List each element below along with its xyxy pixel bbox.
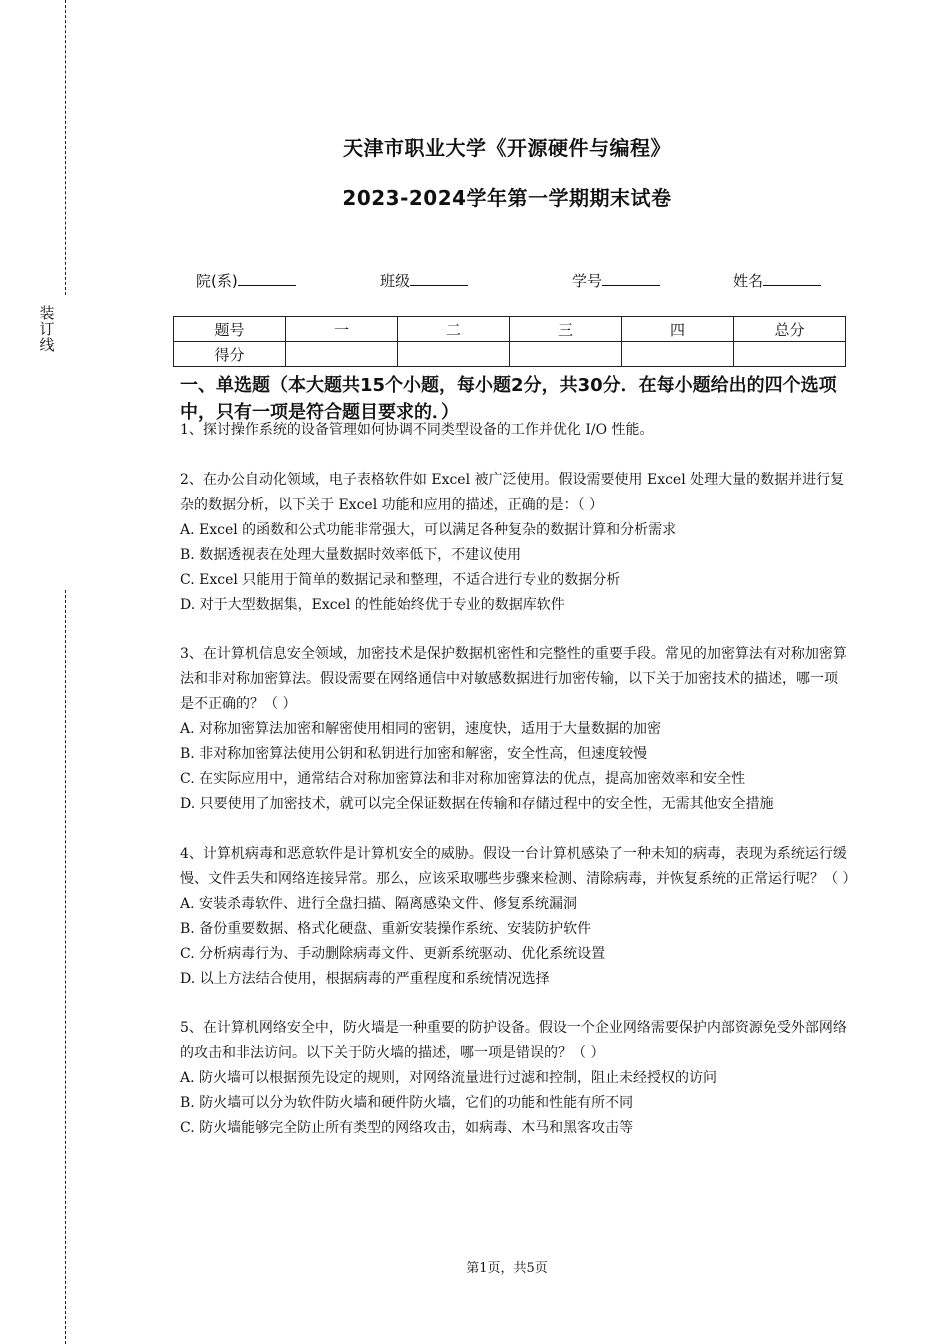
- department-label: 院(系): [196, 272, 238, 290]
- score-input-cell[interactable]: [286, 342, 398, 367]
- score-table-score-row: [174, 342, 846, 367]
- option-a: A. 对称加密算法加密和解密使用相同的密钥，速度快，适用于大量数据的加密: [180, 721, 662, 737]
- table-cell: 一: [286, 317, 398, 342]
- table-cell: 三: [510, 317, 622, 342]
- binding-char: 线: [39, 336, 55, 354]
- score-table: [173, 316, 846, 367]
- option-c: C. Excel 只能用于简单的数据记录和整理，不适合进行专业的数据分析: [180, 571, 621, 588]
- option-c: C. 防火墙能够完全防止所有类型的网络攻击，如病毒、木马和黑客攻击等: [180, 1120, 634, 1136]
- question-text: 3、在计算机信息安全领域，加密技术是保护数据机密性和完整性的重要手段。常见的加密算法有对称加密算法和非对称加密算法。假设需要在网络通信中对敏感数据进行加密传输，以下关于加密技术的描述，哪一项是不正确的？（ ）: [180, 646, 847, 712]
- option-b: B. 数据透视表在处理大量数据时效率低下，不建议使用: [180, 546, 522, 563]
- student-id-blank[interactable]: [602, 271, 660, 286]
- question-text: 5、在计算机网络安全中，防火墙是一种重要的防护设备。假设一个企业网络需要保护内部资源免受外部网络的攻击和非法访问。以下关于防火墙的描述，哪一项是错误的？（ ）: [180, 1020, 847, 1061]
- table-cell: 总分: [734, 317, 846, 342]
- name-label: 姓名: [733, 272, 764, 290]
- student-id-field: [572, 270, 660, 291]
- name-blank[interactable]: [763, 271, 821, 286]
- question-text: 1、探讨操作系统的设备管理如何协调不同类型设备的工作并优化 I/O 性能。: [180, 422, 654, 438]
- option-d: D. 以上方法结合使用，根据病毒的严重程度和系统情况选择: [180, 970, 550, 987]
- score-input-cell[interactable]: [510, 342, 622, 367]
- name-field: [733, 270, 821, 291]
- binding-char: 装: [39, 304, 55, 322]
- questions-content: [180, 418, 857, 1141]
- option-c: C. 在实际应用中，通常结合对称加密算法和非对称加密算法的优点，提高加密效率和安全性: [180, 771, 746, 787]
- option-a: A. Excel 的函数和公式功能非常强大，可以满足各种复杂的数据计算和分析需求: [180, 521, 677, 538]
- score-table-header-row: [174, 317, 846, 342]
- score-input-cell[interactable]: [734, 342, 846, 367]
- page-footer: 第1页，共5页: [466, 1261, 548, 1276]
- table-cell: 得分: [174, 342, 286, 367]
- option-a: A. 安装杀毒软件、进行全盘扫描、隔离感染文件、修复系统漏洞: [180, 895, 578, 912]
- exam-subtitle: 2023-2024学年第一学期期末试卷: [342, 186, 672, 210]
- class-blank[interactable]: [410, 271, 468, 286]
- exam-title: 天津市职业大学《开源硬件与编程》: [343, 136, 671, 160]
- class-field: [380, 270, 468, 291]
- option-b: B. 非对称加密算法使用公钥和私钥进行加密和解密，安全性高，但速度较慢: [180, 746, 648, 762]
- score-input-cell[interactable]: [398, 342, 510, 367]
- student-id-label: 学号: [572, 272, 603, 290]
- binding-line-bottom: [65, 590, 66, 1344]
- table-cell: 二: [398, 317, 510, 342]
- class-label: 班级: [380, 272, 411, 290]
- binding-char: 订: [39, 320, 55, 338]
- section-title: 一、单选题（本大题共15个小题，每小题2分，共30分．在每小题给出的四个选项中，只有一项是符合题目要求的．）: [180, 375, 837, 423]
- department-field: [196, 270, 296, 291]
- option-a: A. 防火墙可以根据预先设定的规则，对网络流量进行过滤和控制，阻止未经授权的访问: [180, 1070, 718, 1086]
- option-b: B. 防火墙可以分为软件防火墙和硬件防火墙，它们的功能和性能有所不同: [180, 1095, 634, 1111]
- table-cell: 题号: [174, 317, 286, 342]
- option-b: B. 备份重要数据、格式化硬盘、重新安装操作系统、安装防护软件: [180, 920, 592, 937]
- option-c: C. 分析病毒行为、手动删除病毒文件、更新系统驱动、优化系统设置: [180, 945, 606, 962]
- option-d: D. 只要使用了加密技术，就可以完全保证数据在传输和存储过程中的安全性，无需其他安全措施: [180, 796, 774, 812]
- binding-label: [37, 305, 57, 353]
- question-text: 4、计算机病毒和恶意软件是计算机安全的威胁。假设一台计算机感染了一种未知的病毒，表现为系统运行缓慢、文件丢失和网络连接异常。那么，应该采取哪些步骤来检测、清除病毒，并恢复系统的正常运行呢？（ ）: [180, 845, 857, 887]
- score-input-cell[interactable]: [622, 342, 734, 367]
- department-blank[interactable]: [238, 271, 296, 286]
- question-text: 2、在办公自动化领域，电子表格软件如 Excel 被广泛使用。假设需要使用 Excel 处理大量的数据并进行复杂的数据分析，以下关于 Excel 功能和应用的描述，正确的是：（ ）: [180, 471, 845, 513]
- table-cell: 四: [622, 317, 734, 342]
- option-d: D. 对于大型数据集，Excel 的性能始终优于专业的数据库软件: [180, 596, 565, 613]
